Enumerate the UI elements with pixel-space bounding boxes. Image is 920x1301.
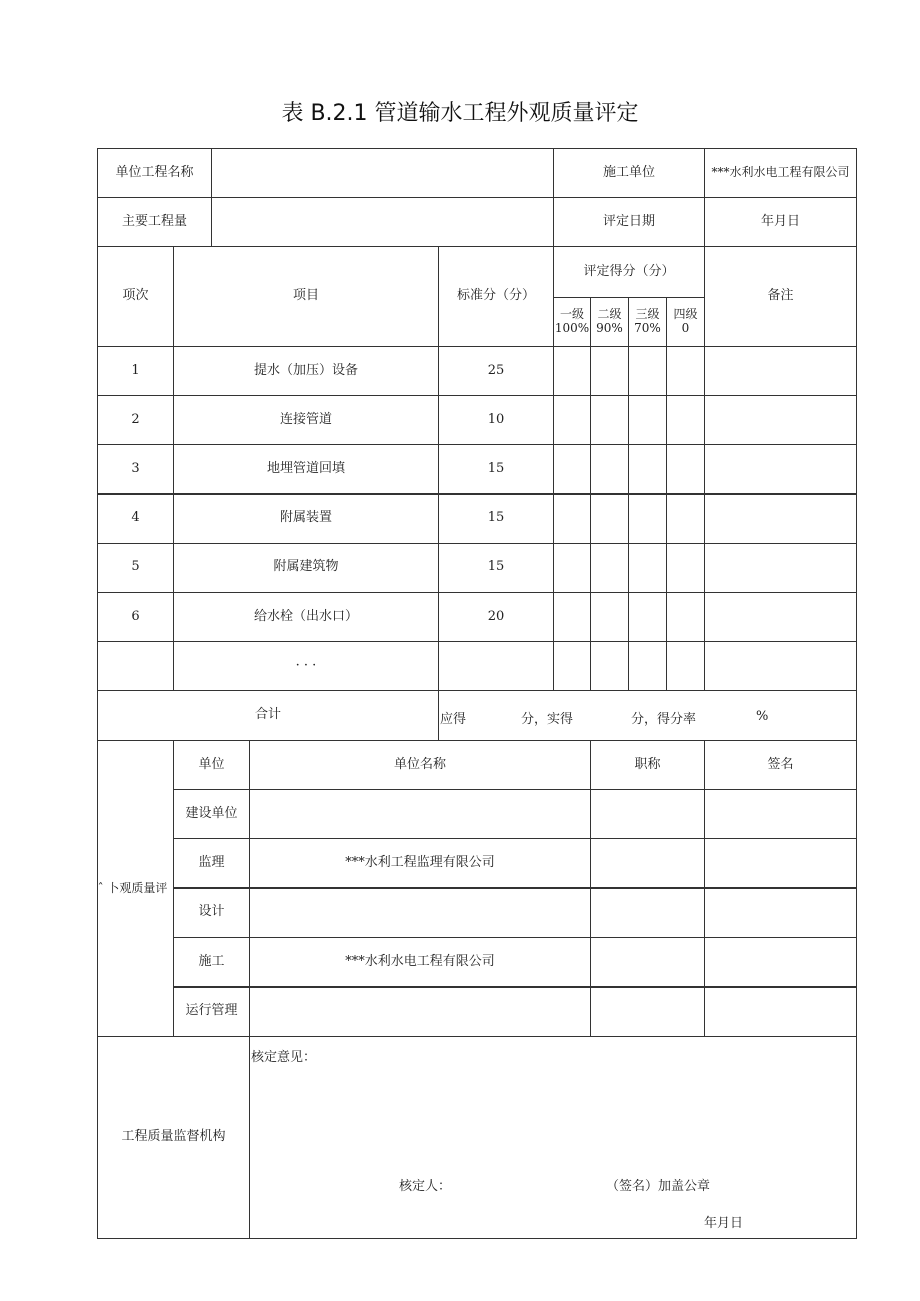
total-actual-get: 分，实得 xyxy=(521,712,574,727)
total-score-rate: 分，得分率 xyxy=(631,712,697,727)
row-grade-3[interactable] xyxy=(628,395,667,445)
row-grade-1[interactable] xyxy=(553,592,591,642)
grade-1-name: 一级 xyxy=(559,307,584,322)
row-item: 附属装置 xyxy=(173,494,439,544)
row-standard: 15 xyxy=(438,543,554,593)
unit-name xyxy=(249,987,591,1037)
unit-name xyxy=(249,888,591,938)
row-grade-4[interactable] xyxy=(666,494,705,544)
row-item: 附属建筑物 xyxy=(173,543,439,593)
row-standard: 15 xyxy=(438,494,554,544)
row-index: 6 xyxy=(97,592,174,642)
main-quantity-value[interactable] xyxy=(211,197,554,247)
row-grade-2[interactable] xyxy=(590,395,629,445)
supervision-verifier: 核定人： xyxy=(399,1179,452,1194)
grade-3-header xyxy=(628,297,667,347)
unit-role: 设计 xyxy=(173,888,250,938)
total-label: 合计 xyxy=(97,690,439,741)
col-remark-header: 备注 xyxy=(704,246,857,347)
row-grade-4[interactable] xyxy=(666,346,705,396)
unit-title[interactable] xyxy=(590,838,705,888)
row-item: 连接管道 xyxy=(173,395,439,445)
constructor-value: ***水利水电工程有限公司 xyxy=(704,148,857,198)
row-grade-3[interactable] xyxy=(628,641,667,691)
unit-sign[interactable] xyxy=(704,789,857,839)
col-score-header: 评定得分（分） xyxy=(553,246,705,298)
row-grade-2[interactable] xyxy=(590,444,629,494)
row-standard: 10 xyxy=(438,395,554,445)
grade-3-pct: 70% xyxy=(634,321,661,335)
row-grade-2[interactable] xyxy=(590,641,629,691)
row-grade-2[interactable] xyxy=(590,543,629,593)
assessment-name-header: 单位名称 xyxy=(249,740,591,790)
row-grade-3[interactable] xyxy=(628,444,667,494)
col-index-header: 项次 xyxy=(97,246,174,347)
page-title: 表 B.2.1 管道输水工程外观质量评定 xyxy=(281,101,639,126)
row-grade-2[interactable] xyxy=(590,592,629,642)
row-index: 4 xyxy=(97,494,174,544)
row-grade-1[interactable] xyxy=(553,444,591,494)
unit-title[interactable] xyxy=(590,987,705,1037)
row-grade-4[interactable] xyxy=(666,641,705,691)
supervision-opinion: 核定意见： xyxy=(251,1050,317,1065)
unit-sign[interactable] xyxy=(704,888,857,938)
unit-name: ***水利水电工程有限公司 xyxy=(249,937,591,987)
unit-title[interactable] xyxy=(590,789,705,839)
unit-sign[interactable] xyxy=(704,937,857,987)
row-standard: 25 xyxy=(438,346,554,396)
constructor-label: 施工单位 xyxy=(553,148,705,198)
supervision-seal: （签名）加盖公章 xyxy=(606,1179,711,1194)
row-grade-3[interactable] xyxy=(628,543,667,593)
row-item: 提水（加压）设备 xyxy=(173,346,439,396)
row-grade-1[interactable] xyxy=(553,395,591,445)
unit-project-value[interactable] xyxy=(211,148,554,198)
row-grade-2[interactable] xyxy=(590,346,629,396)
grade-4-name: 四级 xyxy=(673,307,698,322)
row-standard: 15 xyxy=(438,444,554,494)
supervision-box xyxy=(249,1036,857,1239)
supervision-date: 年月日 xyxy=(704,1216,744,1231)
assessment-title-header: 职称 xyxy=(590,740,705,790)
grade-2-pct: 90% xyxy=(596,321,623,335)
unit-title[interactable] xyxy=(590,937,705,987)
grade-2-header xyxy=(590,297,629,347)
grade-4-pct: 0 xyxy=(681,321,690,335)
row-remark[interactable] xyxy=(704,543,857,593)
unit-name: ***水利工程监理有限公司 xyxy=(249,838,591,888)
row-grade-4[interactable] xyxy=(666,543,705,593)
row-grade-1[interactable] xyxy=(553,494,591,544)
total-percent: % xyxy=(756,709,769,724)
row-index xyxy=(97,641,174,691)
row-grade-4[interactable] xyxy=(666,444,705,494)
grade-1-header xyxy=(553,297,591,347)
row-grade-3[interactable] xyxy=(628,494,667,544)
row-grade-1[interactable] xyxy=(553,543,591,593)
unit-project-label: 单位工程名称 xyxy=(97,148,212,198)
assessment-side-label: ̂ 卜观质量评 xyxy=(97,740,174,1037)
assessment-sign-header: 签名 xyxy=(704,740,857,790)
supervision-label: 工程质量监督机构 xyxy=(97,1036,250,1239)
row-index: 5 xyxy=(97,543,174,593)
unit-role: 监理 xyxy=(173,838,250,888)
col-standard-header: 标准分（分） xyxy=(438,246,554,347)
grade-2-name: 二级 xyxy=(597,307,622,322)
unit-title[interactable] xyxy=(590,888,705,938)
eval-date-value: 年月日 xyxy=(704,197,857,247)
unit-role: 建设单位 xyxy=(173,789,250,839)
row-remark[interactable] xyxy=(704,494,857,544)
assessment-unit-header: 单位 xyxy=(173,740,250,790)
row-standard xyxy=(438,641,554,691)
row-grade-2[interactable] xyxy=(590,494,629,544)
row-grade-4[interactable] xyxy=(666,592,705,642)
eval-date-label: 评定日期 xyxy=(553,197,705,247)
unit-sign[interactable] xyxy=(704,838,857,888)
col-item-header: 项目 xyxy=(173,246,439,347)
total-should-get: 应得 xyxy=(440,712,467,727)
row-grade-3[interactable] xyxy=(628,346,667,396)
unit-sign[interactable] xyxy=(704,987,857,1037)
main-quantity-label: 主要工程量 xyxy=(97,197,212,247)
row-item: 给水栓（出水口） xyxy=(173,592,439,642)
unit-role: 运行管理 xyxy=(173,987,250,1037)
row-remark[interactable] xyxy=(704,641,857,691)
row-item: · · · xyxy=(173,641,439,691)
grade-4-header xyxy=(666,297,705,347)
unit-name xyxy=(249,789,591,839)
row-remark[interactable] xyxy=(704,444,857,494)
row-index: 3 xyxy=(97,444,174,494)
grade-1-pct: 100% xyxy=(554,321,590,335)
row-index: 1 xyxy=(97,346,174,396)
row-remark[interactable] xyxy=(704,346,857,396)
unit-role: 施工 xyxy=(173,937,250,987)
row-standard: 20 xyxy=(438,592,554,642)
row-grade-1[interactable] xyxy=(553,346,591,396)
row-grade-4[interactable] xyxy=(666,395,705,445)
grade-3-name: 三级 xyxy=(635,307,660,322)
row-grade-1[interactable] xyxy=(553,641,591,691)
row-remark[interactable] xyxy=(704,395,857,445)
row-grade-3[interactable] xyxy=(628,592,667,642)
row-item: 地埋管道回填 xyxy=(173,444,439,494)
row-index: 2 xyxy=(97,395,174,445)
row-remark[interactable] xyxy=(704,592,857,642)
